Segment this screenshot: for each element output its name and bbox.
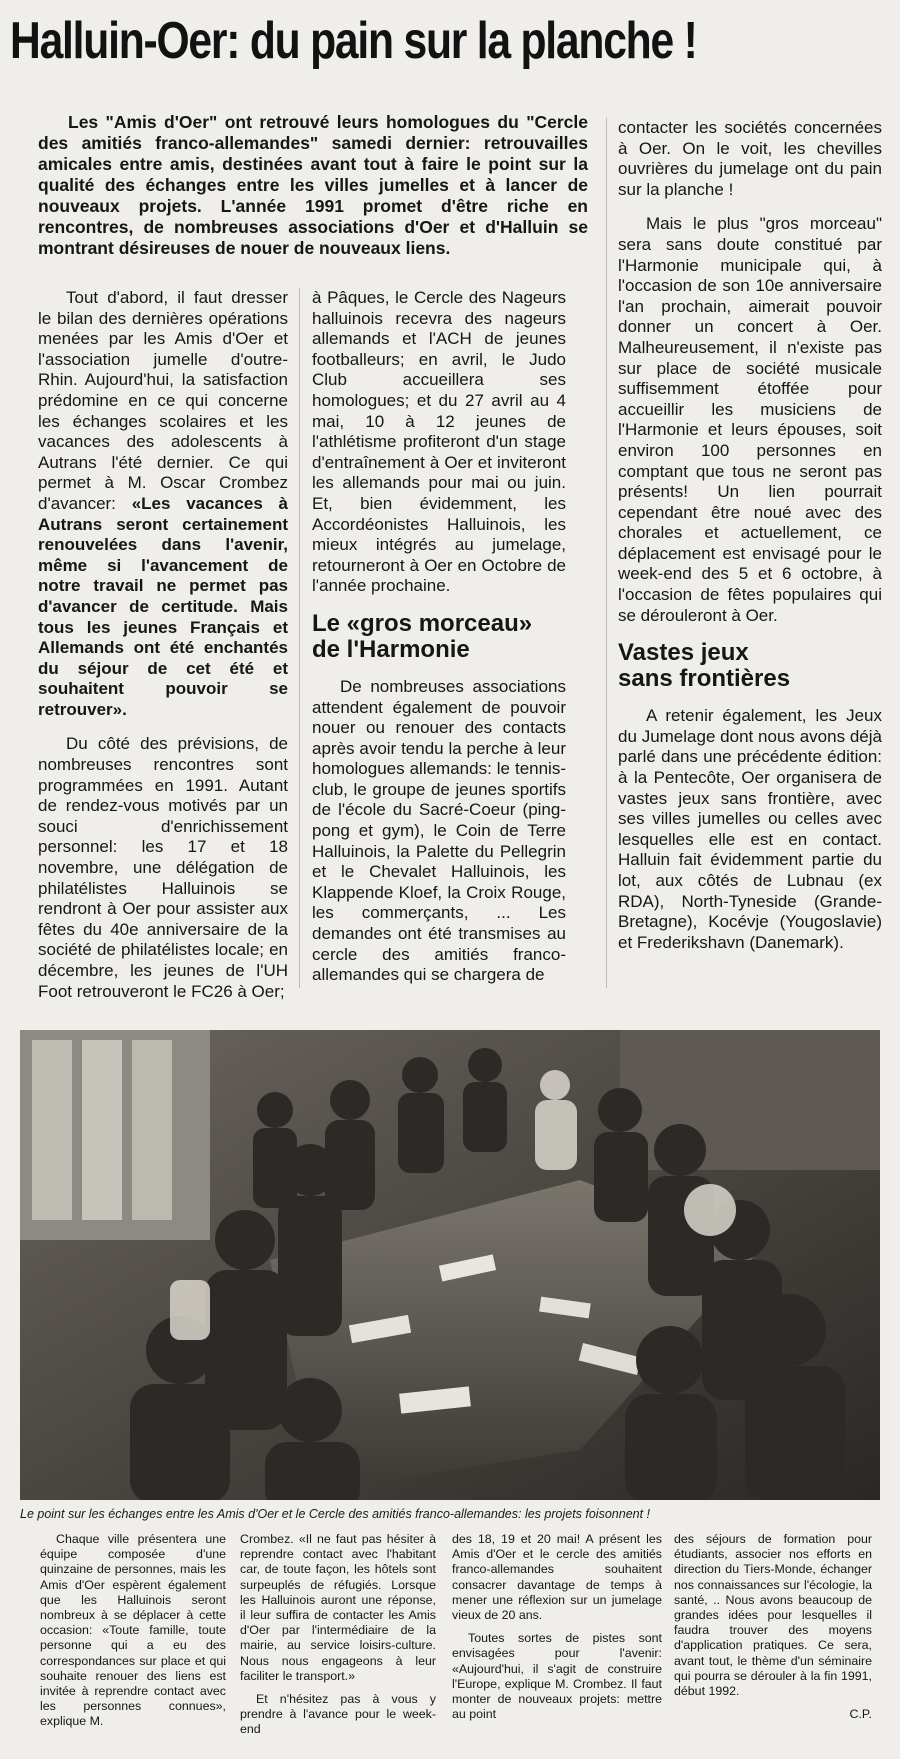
- subheading-harmonie: [312, 611, 566, 663]
- bottom-column-2: [240, 1532, 436, 1746]
- subheading-jeux-line-1: Vastes jeux: [618, 639, 749, 667]
- bottom-col3-paragraph-2: Toutes sortes de pistes sont envisagées pour l'avenir: «Aujourd'hui, il s'agit de construire l'Europe, explique M. Crombez. Il faut monter de nouveaux projets: mettre au point: [452, 1631, 662, 1722]
- col1-p1-text: Tout d'abord, il faut dresser le bilan des dernières opérations menées par les Amis d'Oer et l'association jumelle d'outre-Rhin. Aujourd'hui, la satisfaction prédomine en ce qui concerne les échanges scolaires et les vacances des adolescents à Autrans l'été dernier. Ce qui permet à M. Oscar Crombez d'avancer:: [38, 288, 288, 513]
- subheading-jeux: [618, 640, 882, 692]
- meeting-photo-illustration: [20, 1030, 880, 1500]
- bottom-col4-paragraph: des séjours de formation pour étudiants, associer nos efforts en direction du Tiers-Monde, échanger nos connaissances sur l'écologie, la santé, .. Nous avons beaucoup de grandes idées pour lesquelles il faudra trouver des moyens d'application pratiques. Ce sera, avant tout, le thème d'un séminaire qui pourra se dérouler à la fin 1991, début 1992.: [674, 1532, 872, 1699]
- bottom-col2-paragraph-1: Crombez. «Il ne faut pas hésiter à reprendre contact avec l'habitant car, de toute façon, les hôtels sont surpeuplés de réfugiés. Lorsque les Halluinois auront une réponse, il leur suffira de contacter les Amis d'Oer par l'intermédiaire de la mairie, au service loisirs-culture. Nous nous engageons à leur faciliter le transport.»: [240, 1532, 436, 1683]
- lead-paragraph: Les "Amis d'Oer" ont retrouvé leurs homologues du "Cercle des amitiés franco-allemandes" samedi dernier: retrouvailles amicales entre amis, destinées avant tout à faire le point sur la qualité des échanges entre les villes jumelles et à lancer de nouveaux projets. L'année 1991 promet d'être riche en rencontres, de nombreuses associations d'Oer et d'Halluin se montrant désireuses de nouer de nouveaux liens.: [38, 112, 588, 258]
- col3-paragraph-1: contacter les sociétés concernées à Oer. On le voit, les chevilles ouvrières du jumelage ont du pain sur la planche !: [618, 118, 882, 199]
- author-signature: C.P.: [849, 1707, 872, 1722]
- bottom-column-1: [40, 1532, 226, 1738]
- column-divider-1: [299, 288, 300, 988]
- article-column-1: [38, 288, 288, 1016]
- bottom-column-3: [452, 1532, 662, 1730]
- col2-paragraph-1: à Pâques, le Cercle des Nageurs halluinois recevra des nageurs allemands et l'ACH de jeunes footballeurs; en avril, le Judo Club accueillera ses homologues; et du 27 avril au 4 mai, 10 à 12 jeunes de l'athlétisme profiteront d'un stage d'entraînement à Oer et inviteront les allemands pour mai ou juin. Et, bien évidemment, les Accordéonistes Halluinois, les mieux intégrés au jumelage, retourneront à Oer en Octobre de l'année prochaine.: [312, 288, 566, 596]
- subheading-harmonie-line-2: de l'Harmonie: [312, 635, 470, 663]
- col1-paragraph-1: [38, 288, 288, 720]
- col1-paragraph-2: Du côté des prévisions, de nombreuses rencontres sont programmées en 1991. Autant de rendez-vous motivés par un souci d'enrichissement personnel: les 17 et 18 novembre, une délégation de philatélistes Halluinois se rendront à Oer pour assister aux fêtes du 40e anniversaire de la société de philatélistes locale; en décembre, les jeunes de l'UH Foot retrouveront le FC26 à Oer;: [38, 734, 288, 1001]
- photo-caption: Le point sur les échanges entre les Amis d'Oer et le Cercle des amitiés franco-allemandes: les projets foisonnent !: [20, 1507, 651, 1521]
- article-column-2: [312, 288, 566, 1000]
- headline: Halluin-Oer: du pain sur la planche !: [10, 12, 697, 70]
- col1-p1-quote: «Les vacances à Autrans seront certainement renouvelées dans l'avenir, même si l'avancement de notre travail ne permet pas d'avancer de certitude. Mais tous les jeunes Français et Allemands ont été enchantés du séjour de cet été et souhaitent pouvoir se retrouver».: [38, 493, 288, 719]
- meeting-photo: [20, 1030, 880, 1500]
- article-column-3: [618, 118, 882, 967]
- bottom-col2-paragraph-2: Et n'hésitez pas à vous y prendre à l'avance pour le week-end: [240, 1692, 436, 1737]
- col3-paragraph-3: A retenir également, les Jeux du Jumelage dont nous avons déjà parlé dans une précédente édition: à la Pentecôte, Oer organisera de vastes jeux sans frontière, avec ses villes jumelles ou celles avec lesquelles elle est en contact. Halluin fait évidemment partie du lot, aux côtés de Lubnau (ex RDA), North-Tyneside (Grande-Bretagne), Kocévje (Yougoslavie) et Frederikshavn (Danemark).: [618, 706, 882, 952]
- col3-paragraph-2: Mais le plus "gros morceau" sera sans doute constitué par l'Harmonie municipale qui, à l'occasion de son 10e anniversaire l'an prochain, aimerait pouvoir donner un concert à Oer. Malheureusement, il n'existe pas sur place de société musicale suffisemment étoffée pour accueillir les musiciens de l'Harmonie et leurs épouses, soit environ 100 personnes en comptant que tous ne seront pas présents! Un lien pourrait cependant être noué avec des chorales et actuellement, ce déplacement est envisagé pour le week-end des 5 et 6 octobre, à l'occasion de fêtes populaires qui se dérouleront à Oer.: [618, 214, 882, 625]
- bottom-col1-paragraph: Chaque ville présentera une équipe composée d'une quinzaine de personnes, mais les Amis d'Oer espèrent également que les Halluinois seront nombreux à se déplacer à cette occasion: «Toute famille, toute personne qui a eu des correspondances sur place et qui souhaite renouer des liens est invitée à reprendre contact avec les personnes connues», explique M.: [40, 1532, 226, 1729]
- bottom-column-4: [674, 1532, 872, 1722]
- bottom-col3-paragraph-1: des 18, 19 et 20 mai! A présent les Amis d'Oer et le cercle des amitiés franco-allemandes souhaitent consacrer davantage de temps à mener une réflexion sur un jumelage vieux de 20 ans.: [452, 1532, 662, 1623]
- subheading-harmonie-line-1: Le «gros morceau»: [312, 609, 533, 637]
- col2-paragraph-2: De nombreuses associations attendent également de pouvoir nouer ou renouer des contacts après avoir tendu la perche à leur homologues allemands: le tennis-club, le groupe de jeunes sportifs de l'école du Sacré-Coeur (ping-pong et gym), le Coin de Terre Halluinois, la Palette du Pellegrin et le Chevalet Halluinois, les Klappende Kloef, la Croix Rouge, les commerçants, ... Les demandes ont été transmises au cercle des amitiés franco-allemandes qui se chargera de: [312, 676, 566, 985]
- column-divider-2: [606, 118, 607, 988]
- subheading-jeux-line-2: sans frontières: [618, 665, 791, 693]
